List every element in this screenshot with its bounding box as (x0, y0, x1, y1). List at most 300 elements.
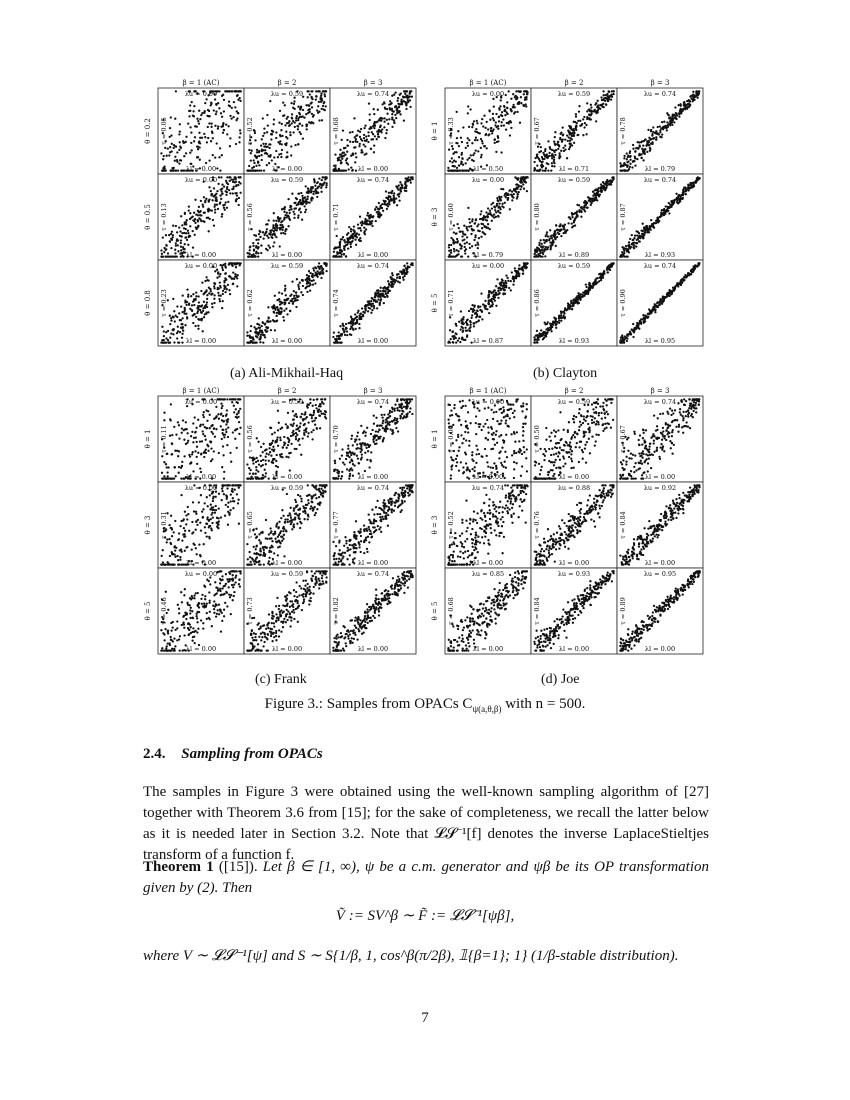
scatter-point (461, 152, 463, 154)
scatter-point (674, 106, 676, 108)
scatter-point (465, 147, 467, 149)
scatter-point (607, 95, 609, 97)
lambda-u-label: λu = 0.74 (643, 262, 677, 270)
scatter-point (302, 202, 304, 204)
scatter-point (232, 179, 234, 181)
scatter-point (303, 197, 305, 199)
scatter-point (395, 117, 397, 119)
scatter-point (373, 113, 375, 115)
scatter-point (165, 244, 167, 246)
scatter-point (233, 278, 235, 280)
scatter-point (661, 133, 663, 135)
scatter-point (458, 227, 460, 229)
scatter-point (621, 337, 623, 339)
scatter-point (486, 121, 488, 123)
scatter-point (656, 219, 658, 221)
scatter-point (264, 336, 266, 338)
scatter-point (233, 90, 235, 92)
scatter-point (548, 155, 550, 157)
scatter-point (265, 326, 267, 328)
scatter-point (469, 330, 471, 332)
scatter-point (273, 118, 275, 120)
scatter-point (229, 192, 231, 194)
scatter-point (574, 300, 576, 302)
scatter-point (540, 329, 542, 331)
scatter-point (687, 189, 689, 191)
scatter-point (554, 233, 556, 235)
scatter-point (649, 226, 651, 228)
scatter-point (196, 312, 198, 314)
scatter-point (210, 460, 212, 462)
scatter-point (311, 196, 313, 198)
scatter-point (505, 286, 507, 288)
scatter-point (406, 177, 408, 179)
scatter-point (239, 192, 241, 194)
scatter-point (385, 190, 387, 192)
scatter-point (192, 422, 194, 424)
scatter-point (494, 299, 496, 301)
scatter-point (628, 241, 630, 243)
scatter-point (638, 144, 640, 146)
scatter-point (185, 304, 187, 306)
scatter-point (311, 97, 313, 99)
scatter-point (698, 91, 700, 93)
scatter-point (301, 279, 303, 281)
scatter-point (315, 190, 317, 192)
scatter-point (488, 312, 490, 314)
scatter-point (272, 224, 274, 226)
scatter-point (473, 325, 475, 327)
scatter-point (505, 94, 507, 96)
scatter-point (380, 117, 382, 119)
scatter-cell (445, 174, 531, 260)
scatter-point (464, 246, 466, 248)
scatter-point (483, 216, 485, 218)
scatter-point (573, 135, 575, 137)
scatter-point (383, 126, 385, 128)
scatter-point (352, 329, 354, 331)
scatter-point (690, 184, 692, 186)
scatter-point (361, 149, 363, 151)
scatter-point (233, 186, 235, 188)
scatter-point (257, 161, 259, 163)
scatter-point (650, 219, 652, 221)
scatter-point (222, 125, 224, 127)
scatter-point (236, 274, 238, 276)
scatter-point (314, 271, 316, 273)
scatter-point (344, 334, 346, 336)
scatter-point (230, 262, 232, 264)
scatter-point (283, 299, 285, 301)
scatter-point (610, 98, 612, 100)
scatter-point (174, 252, 176, 254)
scatter-point (318, 267, 320, 269)
scatter-point (461, 158, 463, 160)
scatter-point (679, 281, 681, 283)
scatter-point (656, 302, 658, 304)
scatter-point (534, 341, 536, 343)
scatter-point (520, 176, 522, 178)
scatter-point (263, 169, 265, 171)
scatter-point (283, 218, 285, 220)
scatter-point (198, 122, 200, 124)
scatter-point (661, 121, 663, 123)
scatter-point (585, 133, 587, 135)
scatter-point (497, 297, 499, 299)
scatter-point (511, 196, 513, 198)
scatter-point (186, 316, 188, 318)
scatter-point (495, 113, 497, 115)
scatter-point (274, 320, 276, 322)
scatter-point (282, 316, 284, 318)
scatter-point (235, 266, 237, 268)
scatter-point (596, 105, 598, 107)
scatter-point (284, 285, 286, 287)
scatter-point (238, 136, 240, 138)
scatter-point (340, 249, 342, 251)
scatter-point (650, 129, 652, 131)
scatter-point (239, 182, 241, 184)
scatter-point (476, 131, 478, 133)
scatter-point (266, 164, 268, 166)
scatter-point (373, 144, 375, 146)
scatter-point (546, 323, 548, 325)
scatter-point (395, 105, 397, 107)
scatter-grid-a (138, 76, 418, 361)
scatter-point (236, 277, 238, 279)
scatter-point (378, 208, 380, 210)
scatter-point (380, 120, 382, 122)
scatter-point (361, 224, 363, 226)
scatter-point (293, 100, 295, 102)
scatter-point (286, 151, 288, 153)
scatter-point (184, 324, 186, 326)
scatter-point (686, 187, 688, 189)
scatter-point (566, 134, 568, 136)
scatter-point (374, 293, 376, 295)
scatter-point (284, 287, 286, 289)
scatter-point (515, 177, 517, 179)
scatter-point (368, 128, 370, 130)
scatter-grid-c (138, 384, 418, 669)
scatter-point (550, 169, 552, 171)
scatter-point (273, 232, 275, 234)
scatter-point (198, 110, 200, 112)
scatter-point (204, 313, 206, 315)
scatter-point (164, 147, 166, 149)
scatter-point (504, 114, 506, 116)
scatter-point (383, 121, 385, 123)
scatter-point (320, 95, 322, 97)
scatter-cell (445, 88, 531, 174)
scatter-point (488, 133, 490, 135)
scatter-point (586, 116, 588, 118)
scatter-point (488, 109, 490, 111)
scatter-point (233, 262, 235, 264)
scatter-point (601, 105, 603, 107)
scatter-point (170, 134, 172, 136)
scatter-point (487, 227, 489, 229)
scatter-point (369, 119, 371, 121)
row-label: θ = 1 (144, 429, 152, 449)
scatter-point (197, 214, 199, 216)
scatter-point (626, 340, 628, 342)
scatter-point (458, 337, 460, 339)
scatter-point (454, 169, 456, 171)
scatter-point (490, 203, 492, 205)
lambda-l-label: λl = 0.00 (185, 165, 217, 173)
scatter-point (215, 104, 217, 106)
scatter-point (211, 209, 213, 211)
scatter-point (183, 312, 185, 314)
scatter-point (495, 211, 497, 213)
scatter-point (180, 305, 182, 307)
scatter-point (631, 243, 633, 245)
scatter-point (295, 197, 297, 199)
scatter-point (632, 148, 634, 150)
scatter-point (205, 439, 207, 441)
scatter-point (542, 169, 544, 171)
scatter-point (548, 152, 550, 154)
scatter-point (632, 246, 634, 248)
scatter-point (221, 215, 223, 217)
scatter-point (582, 292, 584, 294)
scatter-point (257, 327, 259, 329)
scatter-point (228, 104, 230, 106)
scatter-point (391, 272, 393, 274)
scatter-point (229, 176, 231, 178)
scatter-point (311, 106, 313, 108)
scatter-point (671, 292, 673, 294)
scatter-point (541, 255, 543, 257)
panel-a (138, 76, 418, 361)
scatter-point (191, 453, 193, 455)
scatter-point (182, 246, 184, 248)
scatter-point (642, 237, 644, 239)
scatter-point (226, 421, 228, 423)
scatter-point (180, 242, 182, 244)
scatter-point (227, 183, 229, 185)
scatter-point (562, 126, 564, 128)
scatter-point (175, 433, 177, 435)
scatter-point (560, 310, 562, 312)
scatter-point (266, 114, 268, 116)
scatter-point (453, 335, 455, 337)
scatter-point (588, 282, 590, 284)
scatter-point (217, 125, 219, 127)
scatter-point (162, 158, 164, 160)
scatter-point (216, 167, 218, 169)
scatter-point (476, 242, 478, 244)
scatter-point (258, 233, 260, 235)
scatter-point (602, 273, 604, 275)
scatter-point (223, 436, 225, 438)
scatter-point (461, 141, 463, 143)
scatter-point (493, 206, 495, 208)
scatter-point (684, 186, 686, 188)
scatter-point (545, 233, 547, 235)
scatter-point (691, 98, 693, 100)
scatter-point (178, 450, 180, 452)
scatter-point (611, 96, 613, 98)
scatter-point (666, 293, 668, 295)
scatter-point (272, 245, 274, 247)
scatter-point (220, 176, 222, 178)
scatter-point (262, 231, 264, 233)
scatter-point (289, 295, 291, 297)
scatter-point (384, 200, 386, 202)
scatter-point (196, 441, 198, 443)
scatter-point (225, 272, 227, 274)
scatter-point (227, 418, 229, 420)
scatter-point (186, 428, 188, 430)
scatter-point (233, 101, 235, 103)
scatter-point (668, 117, 670, 119)
scatter-point (573, 132, 575, 134)
scatter-point (199, 118, 201, 120)
scatter-point (215, 199, 217, 201)
cell-frame (158, 88, 244, 174)
scatter-point (524, 99, 526, 101)
scatter-point (363, 227, 365, 229)
scatter-point (209, 218, 211, 220)
scatter-point (511, 271, 513, 273)
scatter-point (572, 225, 574, 227)
scatter-point (311, 113, 313, 115)
scatter-point (393, 195, 395, 197)
scatter-point (267, 244, 269, 246)
scatter-point (370, 312, 372, 314)
scatter-point (568, 216, 570, 218)
scatter-point (550, 326, 552, 328)
scatter-point (275, 236, 277, 238)
scatter-point (203, 212, 205, 214)
scatter-point (207, 279, 209, 281)
scatter-point (254, 132, 256, 134)
scatter-point (526, 91, 528, 93)
scatter-point (171, 231, 173, 233)
scatter-point (299, 113, 301, 115)
scatter-point (460, 137, 462, 139)
scatter-point (510, 193, 512, 195)
scatter-point (177, 244, 179, 246)
scatter-point (493, 139, 495, 141)
scatter-point (579, 125, 581, 127)
scatter-point (189, 110, 191, 112)
scatter-point (174, 320, 176, 322)
scatter-point (396, 277, 398, 279)
scatter-point (203, 411, 205, 413)
scatter-point (221, 307, 223, 309)
scatter-point (202, 204, 204, 206)
scatter-point (217, 273, 219, 275)
scatter-point (629, 166, 631, 168)
scatter-point (602, 185, 604, 187)
scatter-point (460, 310, 462, 312)
scatter-point (309, 93, 311, 95)
scatter-point (333, 251, 335, 253)
scatter-point (193, 212, 195, 214)
scatter-point (360, 318, 362, 320)
scatter-point (265, 248, 267, 250)
scatter-point (275, 131, 277, 133)
scatter-point (539, 252, 541, 254)
scatter-point (276, 306, 278, 308)
scatter-point (643, 140, 645, 142)
scatter-point (161, 341, 163, 343)
scatter-point (223, 129, 225, 131)
scatter-point (290, 145, 292, 147)
scatter-point (521, 268, 523, 270)
scatter-point (300, 192, 302, 194)
scatter-point (410, 176, 412, 178)
scatter-point (228, 275, 230, 277)
scatter-point (201, 112, 203, 114)
scatter-point (180, 215, 182, 217)
scatter-point (455, 255, 457, 257)
scatter-point (634, 151, 636, 153)
scatter-point (471, 228, 473, 230)
tau-label: τ = 0.13 (160, 203, 168, 231)
scatter-point (467, 255, 469, 257)
lambda-u-label: λu = 0.74 (643, 90, 677, 98)
scatter-point (172, 234, 174, 236)
scatter-point (223, 471, 225, 473)
tau-label: τ = 0.87 (619, 203, 627, 231)
scatter-point (249, 249, 251, 251)
scatter-point (659, 216, 661, 218)
scatter-point (567, 222, 569, 224)
scatter-point (510, 127, 512, 129)
scatter-point (211, 199, 213, 201)
scatter-point (552, 239, 554, 241)
scatter-point (366, 222, 368, 224)
scatter-point (238, 410, 240, 412)
scatter-point (500, 283, 502, 285)
scatter-point (229, 293, 231, 295)
scatter-point (321, 108, 323, 110)
scatter-point (629, 163, 631, 165)
scatter-point (471, 218, 473, 220)
scatter-point (293, 213, 295, 215)
scatter-point (222, 429, 224, 431)
scatter-point (205, 198, 207, 200)
scatter-point (307, 112, 309, 114)
scatter-point (682, 197, 684, 199)
scatter-point (612, 178, 614, 180)
scatter-point (466, 334, 468, 336)
scatter-point (558, 154, 560, 156)
scatter-point (363, 144, 365, 146)
scatter-point (467, 207, 469, 209)
scatter-point (524, 267, 526, 269)
scatter-point (466, 227, 468, 229)
scatter-point (381, 103, 383, 105)
scatter-point (296, 295, 298, 297)
scatter-point (595, 120, 597, 122)
scatter-point (584, 204, 586, 206)
scatter-point (255, 330, 257, 332)
scatter-point (180, 477, 182, 479)
scatter-point (689, 100, 691, 102)
scatter-point (575, 115, 577, 117)
scatter-point (547, 169, 549, 171)
scatter-point (507, 193, 509, 195)
scatter-point (498, 202, 500, 204)
scatter-point (663, 214, 665, 216)
scatter-point (194, 199, 196, 201)
scatter-point (349, 131, 351, 133)
